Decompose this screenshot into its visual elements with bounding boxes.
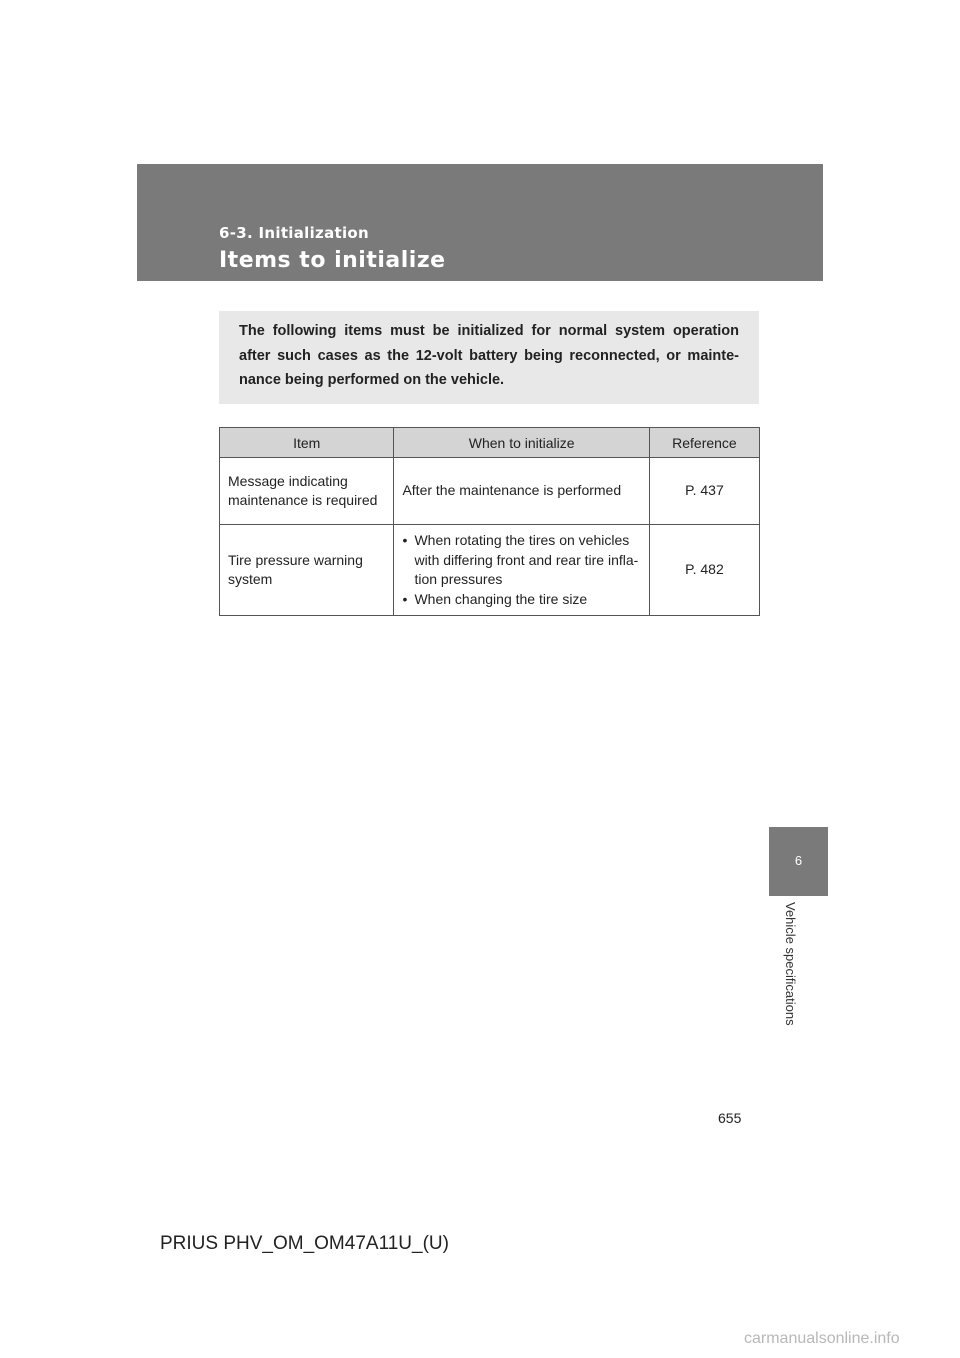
page-number: 655 <box>718 1110 742 1126</box>
table-row <box>220 458 760 525</box>
page-title: Items to initialize <box>219 248 446 273</box>
watermark: carmanualsonline.info <box>744 1330 900 1347</box>
when-bullet-list <box>402 531 640 609</box>
bullet-item: • When changing the tire size <box>402 590 640 610</box>
document-code: PRIUS PHV_OM_OM47A11U_(U) <box>160 1233 449 1254</box>
section-label: 6-3. Initialization <box>219 224 369 242</box>
row-when-text: After the maintenance is performed <box>402 482 622 499</box>
intro-box <box>219 311 759 404</box>
row-when <box>394 458 649 525</box>
row-when <box>394 525 649 616</box>
header-band <box>137 164 823 281</box>
initialization-table <box>219 427 760 616</box>
column-header-when: When to initialize <box>394 428 649 458</box>
chapter-label: Vehicle specifications <box>783 902 798 1026</box>
row-reference[interactable]: P. 482 <box>649 525 759 616</box>
row-reference[interactable]: P. 437 <box>649 458 759 525</box>
row-item: Tire pressure warning system <box>220 525 394 616</box>
intro-text: The following items must be initialized for normal system operation after such cases as the 12-volt battery being reconnected, or mainte- nance being performed on the vehicle. <box>239 323 739 388</box>
bullet-item: • When rotating the tires on vehicles with differing front and rear tire infla- tion pressures <box>402 531 640 590</box>
table-header-row <box>220 428 760 458</box>
row-item: Message indicating maintenance is required <box>220 458 394 525</box>
chapter-number: 6 <box>794 853 803 868</box>
column-header-item: Item <box>220 428 394 458</box>
column-header-reference: Reference <box>649 428 759 458</box>
table-row <box>220 525 760 616</box>
chapter-tab[interactable] <box>769 827 828 896</box>
